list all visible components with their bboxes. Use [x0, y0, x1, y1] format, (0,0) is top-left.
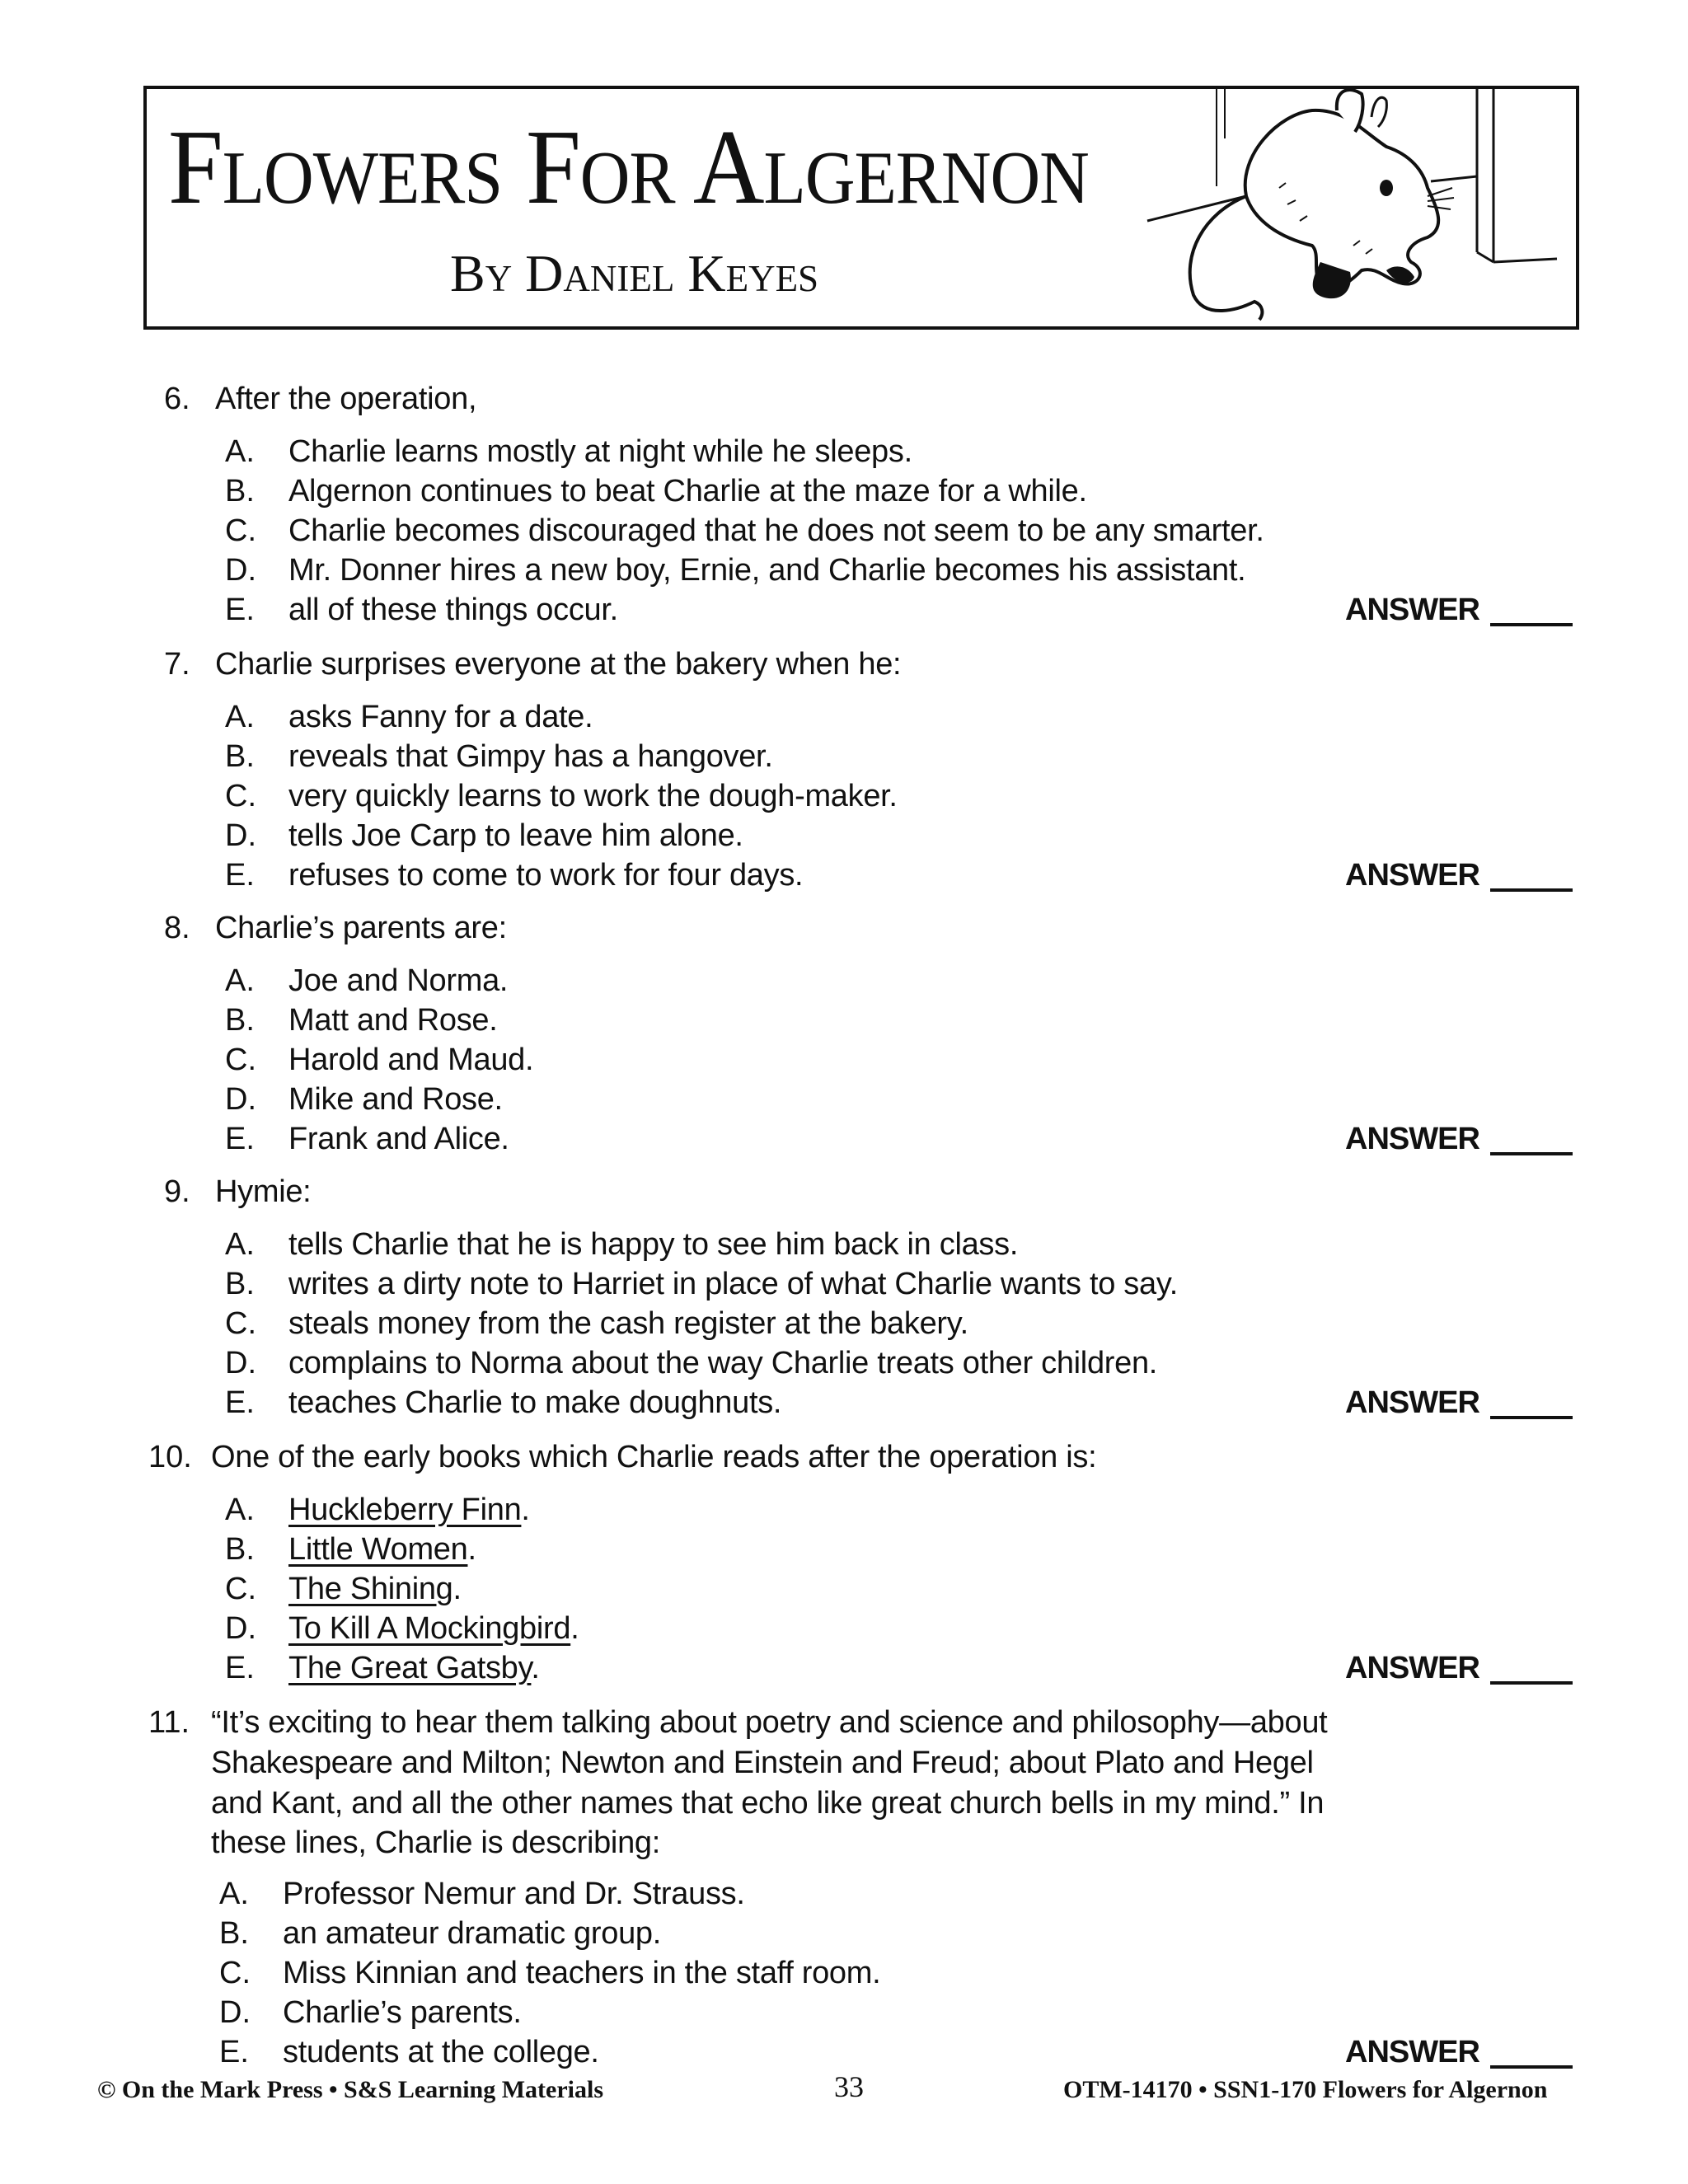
option-text: tells Charlie that he is happy to see him back in class. [288, 1227, 1019, 1262]
question-prompt: Charlie surprises everyone at the bakery when he: [215, 647, 902, 682]
punctuation: . [452, 1572, 462, 1606]
option-letter: B. [225, 1003, 255, 1038]
book-title: The Great Gatsby [288, 1651, 532, 1685]
option-letter: C. [225, 1043, 256, 1077]
option-text: very quickly learns to work the dough-maker. [288, 779, 898, 813]
footer-product-code: OTM-14170 • SSN1-170 Flowers for Algernon [1063, 2076, 1548, 2103]
question-prompt-line-2: Shakespeare and Milton; Newton and Einstein and Freud; about Plato and Hegel [211, 1746, 1314, 1780]
option-letter: C. [219, 1956, 251, 1990]
option-letter: C. [225, 779, 256, 813]
option-letter: A. [225, 1493, 255, 1527]
option-letter: E. [225, 858, 255, 893]
option-text [288, 1530, 476, 1569]
option-letter: C. [225, 513, 256, 548]
question-number: 8. [164, 911, 190, 945]
option-letter: B. [225, 1532, 255, 1567]
option-letter: B. [225, 739, 255, 774]
question-prompt: After the operation, [215, 382, 477, 416]
option-letter: D. [225, 818, 256, 853]
option-text: Matt and Rose. [288, 1003, 498, 1038]
option-letter: E. [225, 1385, 255, 1420]
title-banner [143, 86, 1579, 330]
option-letter: E. [225, 1651, 255, 1685]
option-text: students at the college. [283, 2035, 599, 2069]
option-letter: A. [219, 1877, 249, 1911]
option-text: Harold and Maud. [288, 1043, 534, 1077]
option-text: Charlie’s parents. [283, 1995, 522, 2030]
option-text: Algernon continues to beat Charlie at the maze for a while. [288, 474, 1087, 509]
option-letter: B. [225, 474, 255, 509]
option-letter: D. [225, 1082, 256, 1117]
answer-label: ANSWER [1345, 593, 1479, 627]
question-prompt: One of the early books which Charlie reads after the operation is: [211, 1440, 1097, 1474]
option-text [288, 1569, 462, 1609]
option-text: tells Joe Carp to leave him alone. [288, 818, 743, 853]
option-text: teaches Charlie to make doughnuts. [288, 1385, 782, 1420]
answer-blank[interactable] [1490, 623, 1573, 626]
option-text [288, 1490, 530, 1530]
option-letter: C. [225, 1572, 256, 1606]
question-number: 6. [164, 382, 190, 416]
answer-blank[interactable] [1490, 1152, 1573, 1155]
punctuation: . [570, 1611, 579, 1646]
option-text [288, 1609, 579, 1648]
punctuation: . [521, 1493, 530, 1527]
book-title: Little Women [288, 1532, 468, 1567]
question-number: 11. [148, 1705, 190, 1740]
page-title: Flowers For Algernon [168, 107, 1089, 227]
option-text: steals money from the cash register at the bakery. [288, 1306, 968, 1341]
page-number: 33 [834, 2070, 864, 2103]
question-number: 10. [148, 1440, 192, 1474]
option-text: reveals that Gimpy has a hangover. [288, 739, 773, 774]
book-title: To Kill A Mockingbird [288, 1611, 571, 1646]
option-text: Professor Nemur and Dr. Strauss. [283, 1877, 745, 1911]
option-letter: A. [225, 1227, 255, 1262]
footer-copyright: © On the Mark Press • S&S Learning Materials [97, 2076, 603, 2103]
option-text: an amateur dramatic group. [283, 1916, 661, 1951]
answer-blank[interactable] [1490, 2065, 1573, 2069]
question-prompt-line-3: and Kant, and all the other names that echo like great church bells in my mind.” In [211, 1786, 1325, 1821]
answer-label: ANSWER [1345, 1385, 1479, 1420]
option-letter: E. [225, 1122, 255, 1156]
option-text: Charlie learns mostly at night while he sleeps. [288, 434, 912, 469]
question-number: 9. [164, 1174, 190, 1209]
option-text [288, 1648, 540, 1688]
answer-label: ANSWER [1345, 858, 1479, 893]
question-number: 7. [164, 647, 190, 682]
option-letter: A. [225, 434, 255, 469]
option-text: Miss Kinnian and teachers in the staff room. [283, 1956, 881, 1990]
option-text: Joe and Norma. [288, 963, 509, 998]
question-prompt: Charlie’s parents are: [215, 911, 507, 945]
book-title: The Shining [288, 1572, 453, 1606]
option-letter: E. [219, 2035, 249, 2069]
option-text: Charlie becomes discouraged that he does not seem to be any smarter. [288, 513, 1264, 548]
question-prompt-line-1: “It’s exciting to hear them talking about poetry and science and philosophy—about [211, 1705, 1328, 1740]
option-letter: A. [225, 700, 255, 734]
option-text: all of these things occur. [288, 593, 618, 627]
option-letter: D. [219, 1995, 251, 2030]
option-text: Mike and Rose. [288, 1082, 503, 1117]
answer-label: ANSWER [1345, 1651, 1479, 1685]
punctuation: . [467, 1532, 476, 1567]
option-letter: B. [219, 1916, 249, 1951]
option-letter: C. [225, 1306, 256, 1341]
author-byline: By Daniel Keyes [450, 244, 819, 302]
answer-blank[interactable] [1490, 888, 1573, 892]
book-title: Huckleberry Finn [288, 1493, 522, 1527]
option-letter: D. [225, 553, 256, 588]
question-prompt: Hymie: [215, 1174, 312, 1209]
option-letter: A. [225, 963, 255, 998]
option-text: refuses to come to work for four days. [288, 858, 804, 893]
option-letter: D. [225, 1346, 256, 1380]
option-text: asks Fanny for a date. [288, 700, 593, 734]
option-text: writes a dirty note to Harriet in place of what Charlie wants to say. [288, 1267, 1178, 1301]
punctuation: . [531, 1651, 540, 1685]
option-text: Frank and Alice. [288, 1122, 509, 1156]
option-letter: D. [225, 1611, 256, 1646]
mouse-illustration-icon [1114, 89, 1576, 326]
option-letter: B. [225, 1267, 255, 1301]
answer-label: ANSWER [1345, 1122, 1479, 1156]
answer-blank[interactable] [1490, 1681, 1573, 1685]
answer-label: ANSWER [1345, 2035, 1479, 2069]
answer-blank[interactable] [1490, 1416, 1573, 1419]
question-prompt-line-4: these lines, Charlie is describing: [211, 1825, 660, 1860]
option-text: complains to Norma about the way Charlie treats other children. [288, 1346, 1158, 1380]
option-letter: E. [225, 593, 255, 627]
option-text: Mr. Donner hires a new boy, Ernie, and Charlie becomes his assistant. [288, 553, 1246, 588]
